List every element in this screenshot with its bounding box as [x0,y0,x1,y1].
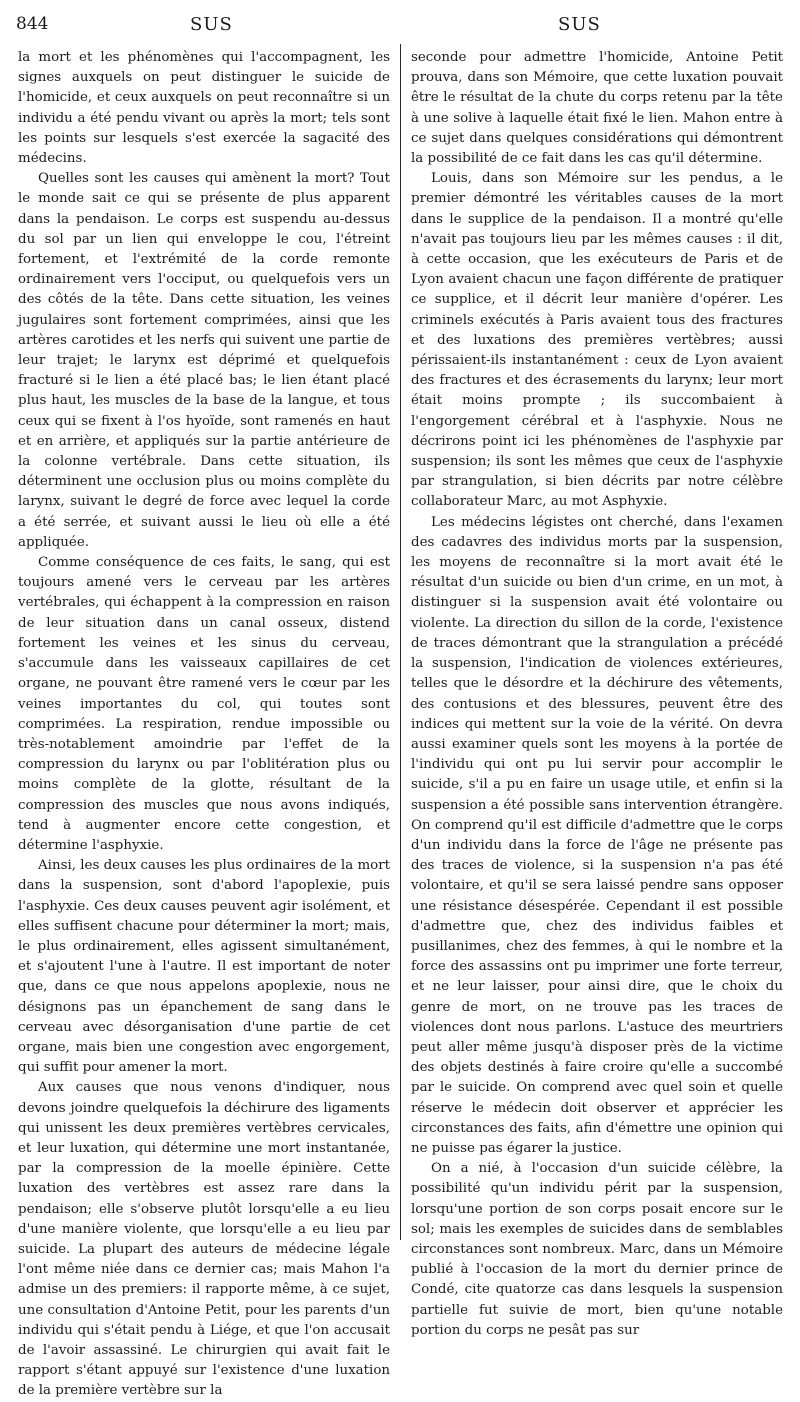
paragraph: On a nié, à l'occasion d'un suicide célèbre, la possibilité qu'un individu périt par la suspension, lorsqu'une portion de son corps posait encore sur le sol; mais les exemples de suicides dans de semblables circonstances sont nombreux. Marc, dans un Mémoire publié à l'occasion de la mort du dernier prince de Condé, cite quatorze cas dans lesquels la suspension partielle fut suivie de mort, bien qu'une notable portion du corps ne pesât pas sur [411,1161,783,1338]
column-divider [400,44,401,1240]
running-head-right: SUS [558,14,601,35]
page-header [0,14,800,42]
paragraph: Quelles sont les causes qui amènent la mort? Tout le monde sait ce qui se présente de plus apparent dans la pendaison. Le corps est suspendu au-dessus du sol par un lien qui enveloppe le cou, l'étreint fortement, et l'extrémité de la corde remonte ordinairement vers l'occiput, ou quelquefois vers un des côtés de la tête. Dans cette situation, les veines jugulaires sont fortement comprimées, ainsi que les artères carotides et les nerfs qui suivent une partie de leur trajet; le larynx est déprimé et quelquefois fracturé si le lien a été placé bas; le lien étant placé plus haut, les muscles de la base de la langue, et tous ceux qui se fixent à l'os hyoïde, sont ramenés en haut et en arrière, et appliqués sur la partie antérieure de la colonne vertébrale. Dans cette situation, ils déterminent une occlusion plus ou moins complète du larynx, suivant le degré de force avec lequel la corde a été serrée, et suivant aussi le lieu où elle a été appliquée. [18,171,390,550]
left-column [18,48,390,1399]
right-column [411,48,783,1338]
paragraph: Aux causes que nous venons d'indiquer, nous devons joindre quelquefois la déchirure des ligaments qui unissent les deux premières vertèbres cervicales, et leur luxation, qui détermine une mort instantanée, par la compression de la moelle épinière. Cette luxation des vertèbres est assez rare dans la pendaison; elle s'observe plutôt lorsqu'elle a eu lieu d'une manière violente, que lorsqu'elle a eu lieu par suicide. La plupart des auteurs de médecine légale l'ont même niée dans ce dernier cas; mais Mahon l'a admise un des premiers: il rapporte même, à ce sujet, une consultation d'Antoine Petit, pour les parents d'un individu qui s'était pendu à Liége, et que l'on accusait de l'avoir assassiné. Le chirurgien qui avait fait le rapport s'étant appuyé sur l'existence d'une luxation de la première vertèbre sur la [18,1080,390,1399]
paragraph: Comme conséquence de ces faits, le sang, qui est toujours amené vers le cerveau par les artères vertébrales, qui échappent à la compression en raison de leur situation dans un canal osseux, distend fortement les veines et les sinus du cerveau, s'accumule dans les vaisseaux capillaires de cet organe, ne pouvant être ramené vers le cœur par les veines importantes du col, qui toutes sont comprimées. La respiration, rendue impossible ou très-notablement amoindrie par l'effet de la compression du larynx ou par l'oblitération plus ou moins complète de la glotte, résultant de la compression des muscles que nous avons indiqués, tend à augmenter encore cette congestion, et détermine l'asphyxie. [18,555,390,853]
paragraph: Les médecins légistes ont cherché, dans l'examen des cadavres des individus morts par la suspension, les moyens de reconnaître si la mort avait été le résultat d'un suicide ou bien d'un crime, en un mot, à distinguer si la suspension avait été volontaire ou violente. La direction du sillon de la corde, l'existence de traces démontrant que la strangulation a précédé la suspension, l'indication de violences extérieures, telles que le désordre et la déchirure des vêtements, des contusions et des blessures, peuvent être des indices qui mettent sur la voie de la vérité. On devra aussi examiner quels sont les moyens à la portée de l'individu qui ont pu lui servir pour accomplir le suicide, s'il a pu en faire un usage utile, et enfin si la suspension a été possible sans intervention étrangère. On comprend qu'il est difficile d'admettre que le corps d'un individu dans la force de l'âge ne présente pas des traces de violence, si la suspension n'a pas été volontaire, et qu'il se sera laissé pendre sans opposer une résistance désespérée. Cependant il est possible d'admettre que, chez des individus faibles et pusillanimes, chez des femmes, à qui le nombre et la force des assassins ont pu imprimer une forte terreur, et ne leur laisser, pour ainsi dire, que le choix du genre de mort, on ne trouve pas les traces de violences dont nous parlons. L'astuce des meurtriers peut aller même jusqu'à disposer près de la victime des objets destinés à faire croire qu'elle a succombé par le suicide. On comprend avec quel soin et quelle réserve le médecin doit observer et apprécier les circonstances des faits, afin d'émettre une opinion qui ne puisse pas égarer la justice. [411,514,783,1156]
paragraph: la mort et les phénomènes qui l'accompagnent, les signes auxquels on peut distinguer le suicide de l'homicide, et ceux auxquels on peut reconnaître si un individu a été pendu vivant ou après la mort; tels sont les points sur lesquels s'est exercée la sagacité des médecins. [18,50,390,167]
paragraph: Louis, dans son Mémoire sur les pendus, a le premier démontré les véritables causes de la mort dans le supplice de la pendaison. Il a montré qu'elle n'avait pas toujours lieu par les mêmes causes : il dit, à cette occasion, que les exécuteurs de Paris et de Lyon avaient chacun une façon différente de pratiquer ce supplice, et il décrit leur manière d'opérer. Les criminels exécutés à Paris avaient tous des fractures et des luxations des premières vertèbres; aussi périssaient-ils instantanément : ceux de Lyon avaient des fractures et des écrasements du larynx; leur mort était moins prompte ; ils succombaient à l'engorgement cérébral et à l'asphyxie. Nous ne décrirons point ici les phénomènes de l'asphyxie par suspension; ils sont les mêmes que ceux de l'asphyxie par strangulation, si bien décrits par notre célèbre collaborateur Marc, au mot Asphyxie. [411,171,783,510]
paragraph: seconde pour admettre l'homicide, Antoine Petit prouva, dans son Mémoire, que cette luxation pouvait être le résultat de la chute du corps retenu par la tête à une solive à laquelle était fixé le lien. Mahon entre à ce sujet dans quelques considérations qui démontrent la possibilité de ce fait dans les cas qu'il détermine. [411,50,783,167]
paragraph: Ainsi, les deux causes les plus ordinaires de la mort dans la suspension, sont d'abord l'apoplexie, puis l'asphyxie. Ces deux causes peuvent agir isolément, et elles suffisent chacune pour déterminer la mort; mais, le plus ordinairement, elles agissent simultanément, et s'ajoutent l'une à l'autre. Il est important de noter que, dans ce que nous appelons apoplexie, nous ne désignons pas un épanchement de sang dans le cerveau avec désorganisation d'une partie de cet organe, mais bien une congestion avec engorgement, qui suffit pour amener la mort. [18,858,390,1076]
page-number: 844 [16,14,49,34]
running-head-left: SUS [190,14,233,35]
